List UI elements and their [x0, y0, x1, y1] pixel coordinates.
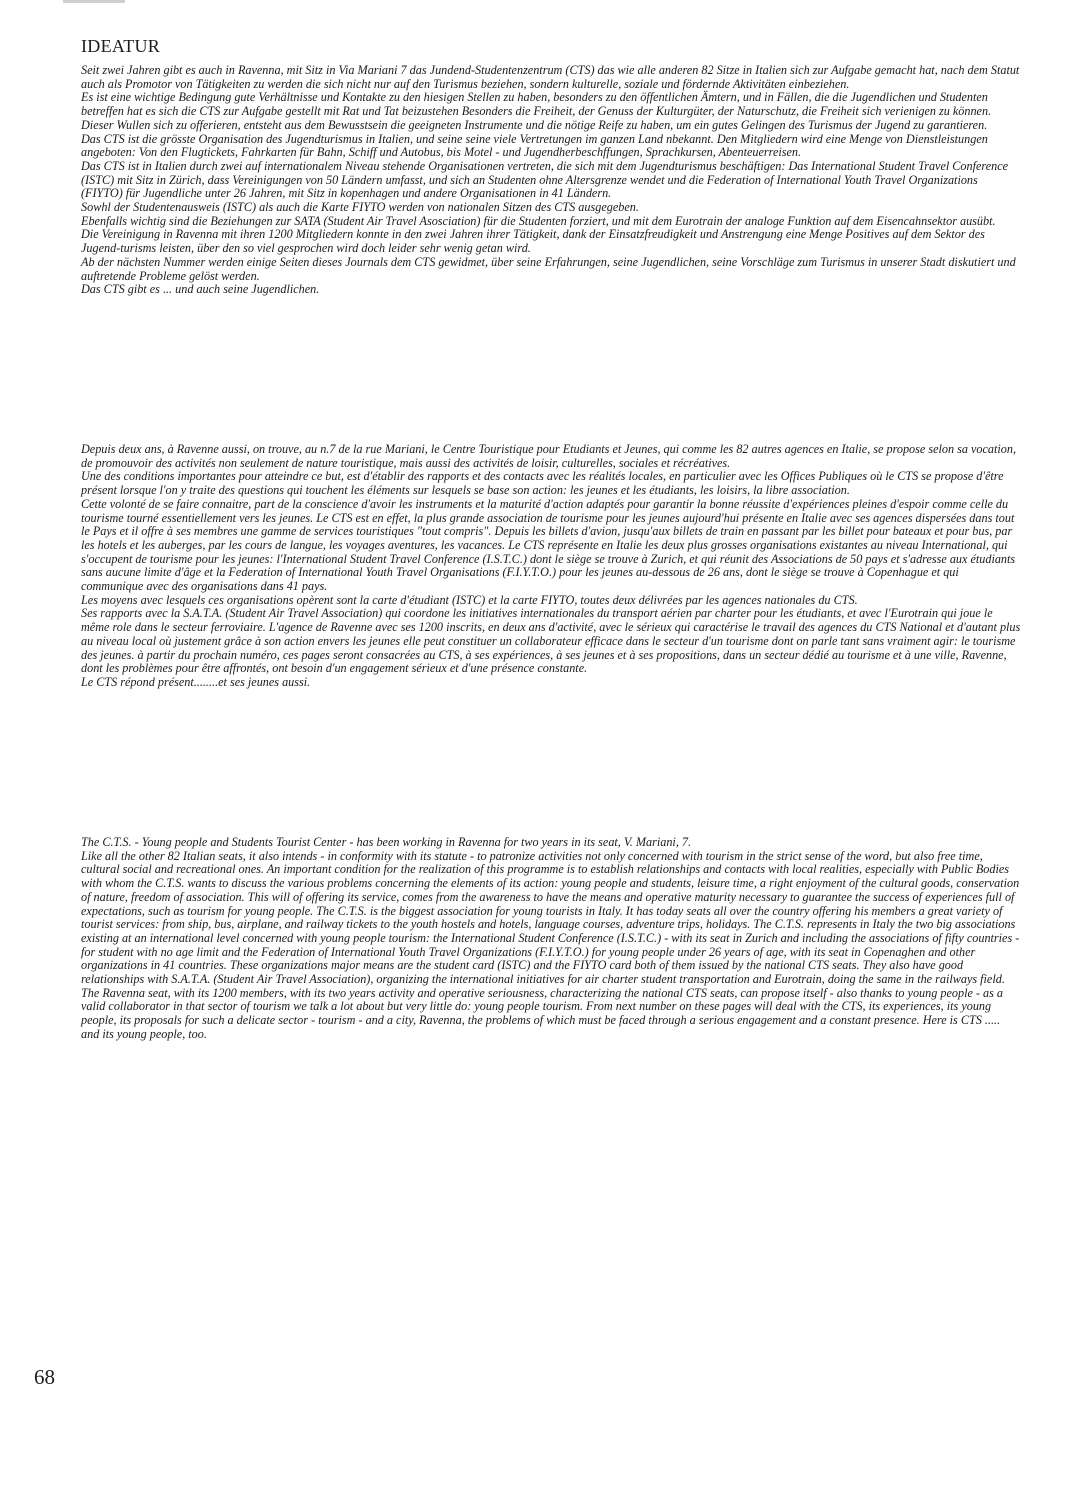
german-paragraph: Sowhl der Studentenausweis (ISTC) als auch die Karte FIYTO werden von nationalen Sitzen des CTS ausgegeben. [81, 200, 639, 215]
german-paragraph: Das CTS ist die grösste Organisation des Jugendturismus in Italien, und seine seine viele Vertretungen im ganzen Land nbekannt. Den Mitgliedern wird eine Menge von Dienstleistungen angeboten: Von den Flugtickets, Fahrkarten für Bahn, Schiff und Autobus, bis Motel - und Jugendherbeschffungen, Sprachkursen, Abenteuerreisen. [81, 131, 988, 160]
german-paragraph: Das CTS ist in Italien durch zwei auf internationalem Niveau stehende Organisationen vertreten, die sich mit dem Jugendturismus beschäftigen: Das International Student Travel Conference (ISTC) mit Sitz in Zürich, dass Vereinigungen von 50 Ländern umfasst, und sich an Studenten ohne Altersgrenze wendet und die Federation of International Youth Travel Organizations (FIYTO) für Jugendliche unter 26 Jahren, mit Sitz in kopenhagen und andere Organisationen in 41 Ländern. [81, 158, 1009, 201]
french-paragraph: Depuis deux ans, à Ravenne aussi, on trouve, au n.7 de la rue Mariani, le Centre Touristique pour Etudiants et Jeunes, qui comme les 82 autres agences en Italie, se propose selon sa vocation, de promouvoir des activités non seulement de nature touristique, mais aussi des activités de loisir, culturelles, sociales et récréatives. [81, 442, 1017, 470]
french-paragraph: Le CTS répond présent........et ses jeunes aussi. [81, 674, 311, 689]
french-paragraph: Une des conditions importantes pour atteindre ce but, est d'établir des rapports et des contacts avec les réalités locales, en particulier avec les Offices Publiques où le CTS se propose d'être présent lorsque l'on y traite des questions qui touchent les éléments sur lesquels se base son action: les jeunes et les étudiants, les loisirs, la libre association. [81, 469, 1004, 498]
english-text-block [81, 836, 1021, 1042]
french-paragraph: Ses rapports avec la S.A.T.A. (Student Air Travel Association) qui coordone les initiatives internationales du transport aérien par charter pour les étudiants, et avec l'Eurotrain qui joue le même role dans le secteur ferroviaire. L'agence de Ravenne avec ses 1200 inscrits, en deux ans d'activité, avec le sérieux qui caractérise le travail des agences du CTS National et d'autant plus au niveau local où justement grâce à son action envers les jeunes elle peut constituer un collaborateur efficace dans le secteur d'un tourisme dont on parle tant sans vraiment agir: le tourisme des jeunes. à partir du prochain numéro, ces pages seront consacrées au CTS, à ses expériences, à ses jeunes et à ses propositions, dans un secteur dédié au tourisme et à une ville, Ravenne, dont les problèmes pour être affrontés, ont besoin d'un engagement sérieux et d'une présence constante. [81, 606, 1021, 676]
german-paragraph: Dieser Wullen sich zu offerieren, entsteht aus dem Bewusstsein die geeigneten Instrumente und die nötige Reife zu haben, um ein gutes Gelingen des Turismus der Jugend zu garantieren. [81, 117, 988, 132]
german-paragraph: Ebenfalls wichtig sind die Beziehungen zur SATA (Student Air Travel Asosciation) für die Studenten forziert, und mit dem Eurotrain der analoge Funktion auf dem Eisencahnsektor ausübt. [81, 213, 996, 228]
french-text-block [81, 443, 1021, 690]
german-paragraph: Die Vereinigung in Ravenna mit ihren 1200 Mitgliedern konnte in den zwei Jahren ihrer Tätigkeit, dank der Einsatzfreudigkeit und Anstrengung eine Menge Positives auf dem Sektor des Jugend-turisms leisten, über den so viel gesprochen wird doch leider sehr wenig getan wird. [81, 227, 985, 256]
french-paragraph: Cette volonté de se faire connaitre, part de la conscience d'avoir les instruments et la maturité d'action adaptés pour garantir la bonne réussite d'expériences pleines d'espoir comme celle du tourisme tourné essentiellement vers les jeunes. Le CTS est en effet, la plus grande association de tourisme pour les jeunes aujourd'hui présente en Italie avec ses agences dispersées dans tout le Pays et il offre à ses membres une gamme de services touristiques "tout compris". Depuis les billets d'avion, jusqu'aux billets de train en passant par les billet pour bateaux et pour bus, par les hotels et les auberges, par les cours de langue, les voyages aventures, les vacances. Le CTS représente en Italie les deux plus grosses organisations existantes au niveau International, qui s'occupent de tourisme pour les jeunes: l'International Student Travel Conference (I.S.T.C.) dont le siège se trouve à Zurich, et qui réunit des Associations de 50 pays et s'adresse aux étudiants sans aucune limite d'âge et la Federation of International Youth Travel Organisations (F.I.Y.T.O.) pour les jeunes au-dessous de 26 ans, dont le siège se trouve à Copenhague et qui communique avec des organisations dans 41 pays. [81, 496, 1016, 594]
page-header: IDEATUR [81, 36, 161, 56]
english-paragraph: The Ravenna seat, with its 1200 members, with its two years activity and operative seriousness, characterizing the national CTS seats, can propose itself - also thanks to young people - as a valid collaborator in that sector of tourism we talk a lot about but very little do: young people tourism. From next number on these pages will deal with the CTS, its experiences, its young people, its proposals for such a delicate sector - tourism - and a city, Ravenna, the problems of which must be faced through a serious engagement and a constant presence. Here is CTS ..... and its young people, too. [81, 985, 1003, 1041]
english-paragraph: The C.T.S. - Young people and Students Tourist Center - has been working in Ravenna for two years in its seat, V. Mariani, 7. [81, 835, 692, 849]
german-paragraph: Ab der nächsten Nummer werden einige Seiten dieses Journals dem CTS gewidmet, über seine Erfahrungen, seine Jugendlichen, seine Vorschläge zum Turismus in unserer Stadt diskutiert und auftretende Probleme gelöst werden. [81, 254, 1016, 283]
english-paragraph: Like all the other 82 Italian seats, it also intends - in conformity with its statute - to patronize activities not only concerned with tourism in the strict sense of the word, but also free time, cultural social and recreational ones. An important condition for the realization of this programme is to establish relationships and contacts with local realities, especially with Public Bodies with whom the C.T.S. wants to discuss the various problems concerning the elements of its action: young people and students, leisure time, a right enjoyment of the cultural goods, conservation of nature, freedom of association. This will of offering its service, comes from the awareness to have the means and operative maturity necessary to guarantee the success of experiences full of expectations, such as tourism for young people. The C.T.S. is the biggest association for young tourists in Italy. It has today seats all over the country offering his members a great variety of tourist services: from ship, bus, airplane, and railway tickets to the youth hostels and hotels, language courses, adventure trips, holidays. The C.T.S. represents in Italy the two big associations existing at an international level concerned with young people tourism: the International Student Conference (I.S.T.C.) - with its seat in Zurich and including the associations of fifty countries - for student with no age limit and the Federation of International Youth Travel Organizations (F.I.Y.T.O.) for young people under 26 years of age, with its seat in Copenaghen and other organizations in 41 countries. These organizations major means are the student card (ISTC) and the FIYTO card both of them issued by the national CTS seats. They also have good relationships with S.A.T.A. (Student Air Travel Association), organizing the international initiatives for air charter student transportation and Eurotrain, doing the same in the railways field. [81, 848, 1020, 987]
top-rule [63, 0, 125, 3]
german-text-block [81, 64, 1021, 297]
german-paragraph: Es ist eine wichtige Bedingung gute Verhältnisse und Kontakte zu den hiesigen Stellen zu haben, besonders zu den öffentlichen Ämtern, und in Fällen, die die Jugendlichen und Studenten betreffen hat es sich die CTS zur Aufgabe gestellt mit Rat und Tat beizustehen Besonders die Freiheit, der Genuss der Kulturgüter, der Naturschutz, die Freiheit sich verienigen zu können. [81, 90, 992, 119]
german-paragraph: Seit zwei Jahren gibt es auch in Ravenna, mit Sitz in Via Mariani 7 das Jundend-Studentenzentrum (CTS) das wie alle anderen 82 Sitze in Italien sich zur Aufgabe gemacht hat, nach dem Statut auch als Promotor von Tätigkeiten zu werden die sich nicht nur auf den Turismus beziehen, sondern kulturelle, soziale und fördernde Aktivitäten einbeziehen. [81, 63, 1020, 91]
french-paragraph: Les moyens avec lesquels ces organisations opèrent sont la carte d'étudiant (ISTC) et la carte FIYTO, toutes deux délivrées par les agences nationales du CTS. [81, 592, 858, 607]
german-paragraph: Das CTS gibt es ... und auch seine Jugendlichen. [81, 282, 320, 297]
page-number: 68 [34, 1365, 55, 1389]
